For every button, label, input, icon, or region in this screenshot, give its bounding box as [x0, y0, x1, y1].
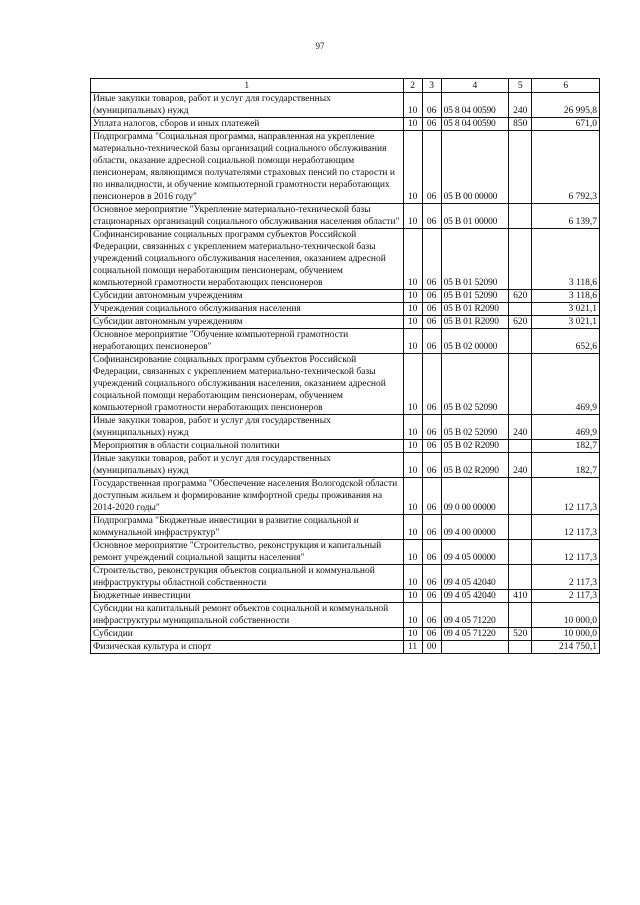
subsection-code: 06	[422, 303, 441, 316]
subsection-code: 06	[422, 229, 441, 290]
target-article-code: 09 4 05 42040	[441, 590, 509, 603]
item-name: Уплата налогов, сборов и иных платежей	[91, 118, 404, 131]
target-article-code: 05 В 02 R2090	[441, 440, 509, 453]
expense-type-code	[509, 204, 532, 229]
amount: 12 117,3	[532, 515, 600, 540]
amount: 3 021,1	[532, 303, 600, 316]
expense-type-code: 620	[509, 290, 532, 303]
target-article-code: 05 В 01 52090	[441, 290, 509, 303]
table-row	[91, 415, 600, 440]
subsection-code: 06	[422, 415, 441, 440]
amount: 12 117,3	[532, 478, 600, 515]
target-article-code: 05 В 01 52090	[441, 229, 509, 290]
amount: 3 118,6	[532, 290, 600, 303]
item-name: Основное мероприятие "Укрепление материально-технической базы стационарных организаций социального обслуживания населения области"	[91, 204, 404, 229]
subsection-code: 06	[422, 440, 441, 453]
expense-type-code: 520	[509, 628, 532, 641]
table-row	[91, 290, 600, 303]
section-code: 10	[403, 229, 422, 290]
expense-type-code: 240	[509, 453, 532, 478]
table-row	[91, 118, 600, 131]
section-code: 10	[403, 478, 422, 515]
section-code: 10	[403, 290, 422, 303]
expense-type-code	[509, 440, 532, 453]
page-number: 97	[315, 41, 325, 51]
target-article-code: 05 8 04 00590	[441, 118, 509, 131]
target-article-code	[441, 641, 509, 654]
table-row	[91, 131, 600, 204]
table-row	[91, 329, 600, 354]
expense-type-code: 240	[509, 415, 532, 440]
item-name: Субсидии автономным учреждениям	[91, 290, 404, 303]
section-code: 10	[403, 415, 422, 440]
subsection-code: 06	[422, 565, 441, 590]
table-body	[91, 93, 600, 654]
section-code: 10	[403, 515, 422, 540]
table-row	[91, 540, 600, 565]
amount: 652,6	[532, 329, 600, 354]
table-row	[91, 204, 600, 229]
subsection-code: 06	[422, 204, 441, 229]
target-article-code: 09 4 05 71220	[441, 628, 509, 641]
section-code: 10	[403, 565, 422, 590]
section-code: 10	[403, 603, 422, 628]
header-col-6: 6	[532, 79, 600, 93]
section-code: 10	[403, 316, 422, 329]
item-name: Бюджетные инвестиции	[91, 590, 404, 603]
target-article-code: 09 4 00 00000	[441, 515, 509, 540]
target-article-code: 05 В 02 R2090	[441, 453, 509, 478]
target-article-code: 09 4 05 00000	[441, 540, 509, 565]
subsection-code: 06	[422, 93, 441, 118]
expense-type-code	[509, 565, 532, 590]
expense-type-code	[509, 354, 532, 415]
table-row	[91, 590, 600, 603]
table-row	[91, 440, 600, 453]
item-name: Иные закупки товаров, работ и услуг для государственных (муниципальных) нужд	[91, 453, 404, 478]
subsection-code: 06	[422, 316, 441, 329]
header-col-4: 4	[441, 79, 509, 93]
item-name: Учреждения социального обслуживания населения	[91, 303, 404, 316]
header-col-2: 2	[403, 79, 422, 93]
expense-type-code	[509, 478, 532, 515]
expense-type-code: 410	[509, 590, 532, 603]
target-article-code: 09 4 05 71220	[441, 603, 509, 628]
expense-type-code: 620	[509, 316, 532, 329]
item-name: Мероприятия в области социальной политики	[91, 440, 404, 453]
amount: 214 750,1	[532, 641, 600, 654]
amount: 3 118,6	[532, 229, 600, 290]
item-name: Субсидии	[91, 628, 404, 641]
item-name: Подпрограмма "Социальная программа, направленная на укрепление материально-технической базы организаций социального обслуживания области, оказание адресной социальной помощи неработающим пенсионерам, являющимся получателями страховых пенсий по старости и по инвалидности, и обучение компьютерной грамотности неработающих пенсионеров в 2016 году"	[91, 131, 404, 204]
item-name: Софинансирование социальных программ субъектов Российской Федерации, связанных с укреплением материально-технической базы учреждений социального обслуживания населения, оказанием адресной социальной помощи неработающим пенсионерам, обучением компьютерной грамотности неработающих пенсионеров	[91, 229, 404, 290]
subsection-code: 00	[422, 641, 441, 654]
amount: 26 995,8	[532, 93, 600, 118]
item-name: Субсидии автономным учреждениям	[91, 316, 404, 329]
amount: 182,7	[532, 440, 600, 453]
section-code: 10	[403, 118, 422, 131]
subsection-code: 06	[422, 515, 441, 540]
subsection-code: 06	[422, 540, 441, 565]
item-name: Софинансирование социальных программ субъектов Российской Федерации, связанных с укреплением материально-технической базы учреждений социального обслуживания населения, оказанием адресной социальной помощи неработающим пенсионерам, обучением компьютерной грамотности неработающих пенсионеров	[91, 354, 404, 415]
amount: 10 000,0	[532, 628, 600, 641]
subsection-code: 06	[422, 290, 441, 303]
table-row	[91, 316, 600, 329]
subsection-code: 06	[422, 329, 441, 354]
item-name: Строительство, реконструкция объектов социальной и коммунальной инфраструктуры областной собственности	[91, 565, 404, 590]
amount: 182,7	[532, 453, 600, 478]
target-article-code: 09 0 00 00000	[441, 478, 509, 515]
table-row	[91, 93, 600, 118]
subsection-code: 06	[422, 628, 441, 641]
table-row	[91, 354, 600, 415]
target-article-code: 05 В 01 00000	[441, 204, 509, 229]
section-code: 10	[403, 453, 422, 478]
expense-type-code	[509, 603, 532, 628]
amount: 6 139,7	[532, 204, 600, 229]
expense-type-code: 240	[509, 93, 532, 118]
target-article-code: 05 В 01 R2090	[441, 316, 509, 329]
header-col-5: 5	[509, 79, 532, 93]
table-row	[91, 515, 600, 540]
subsection-code: 06	[422, 453, 441, 478]
expense-type-code	[509, 641, 532, 654]
header-col-3: 3	[422, 79, 441, 93]
subsection-code: 06	[422, 590, 441, 603]
table-row	[91, 303, 600, 316]
item-name: Субсидии на капитальный ремонт объектов социальной и коммунальной инфраструктуры муниципальной собственности	[91, 603, 404, 628]
expense-type-code	[509, 131, 532, 204]
amount: 671,0	[532, 118, 600, 131]
section-code: 10	[403, 590, 422, 603]
table-header-row	[91, 79, 600, 93]
subsection-code: 06	[422, 118, 441, 131]
section-code: 10	[403, 354, 422, 415]
amount: 469,9	[532, 354, 600, 415]
target-article-code: 05 В 01 R2090	[441, 303, 509, 316]
item-name: Основное мероприятие "Строительство, реконструкция и капитальный ремонт учреждений социальной защиты населения"	[91, 540, 404, 565]
item-name: Подпрограмма "Бюджетные инвестиции в развитие социальной и коммунальной инфраструктур"	[91, 515, 404, 540]
expense-type-code	[509, 329, 532, 354]
expense-type-code: 850	[509, 118, 532, 131]
table-row	[91, 453, 600, 478]
target-article-code: 05 8 04 00590	[441, 93, 509, 118]
amount: 469,9	[532, 415, 600, 440]
section-code: 10	[403, 540, 422, 565]
section-code: 10	[403, 628, 422, 641]
subsection-code: 06	[422, 354, 441, 415]
amount: 2 117,3	[532, 565, 600, 590]
target-article-code: 09 4 05 42040	[441, 565, 509, 590]
item-name: Основное мероприятие "Обучение компьютерной грамотности неработающих пенсионеров"	[91, 329, 404, 354]
table-row	[91, 603, 600, 628]
section-code: 10	[403, 204, 422, 229]
expense-type-code	[509, 229, 532, 290]
amount: 12 117,3	[532, 540, 600, 565]
expense-type-code	[509, 540, 532, 565]
amount: 2 117,3	[532, 590, 600, 603]
item-name: Иные закупки товаров, работ и услуг для государственных (муниципальных) нужд	[91, 415, 404, 440]
subsection-code: 06	[422, 603, 441, 628]
header-col-1: 1	[91, 79, 404, 93]
amount: 10 000,0	[532, 603, 600, 628]
expense-type-code	[509, 515, 532, 540]
item-name: Физическая культура и спорт	[91, 641, 404, 654]
subsection-code: 06	[422, 131, 441, 204]
target-article-code: 05 В 00 00000	[441, 131, 509, 204]
item-name: Государственная программа "Обеспечение населения Вологодской области доступным жильем и формирование комфортной среды проживания на 2014-2020 годы"	[91, 478, 404, 515]
section-code: 11	[403, 641, 422, 654]
section-code: 10	[403, 329, 422, 354]
target-article-code: 05 В 02 52090	[441, 415, 509, 440]
target-article-code: 05 В 02 00000	[441, 329, 509, 354]
subsection-code: 06	[422, 478, 441, 515]
section-code: 10	[403, 131, 422, 204]
target-article-code: 05 В 02 52090	[441, 354, 509, 415]
section-code: 10	[403, 93, 422, 118]
amount: 6 792,3	[532, 131, 600, 204]
amount: 3 021,1	[532, 316, 600, 329]
item-name: Иные закупки товаров, работ и услуг для государственных (муниципальных) нужд	[91, 93, 404, 118]
table-row	[91, 565, 600, 590]
table-row	[91, 229, 600, 290]
section-code: 10	[403, 303, 422, 316]
expense-type-code	[509, 303, 532, 316]
table-row	[91, 641, 600, 654]
table-row	[91, 628, 600, 641]
table-row	[91, 478, 600, 515]
budget-table	[90, 78, 600, 654]
section-code: 10	[403, 440, 422, 453]
